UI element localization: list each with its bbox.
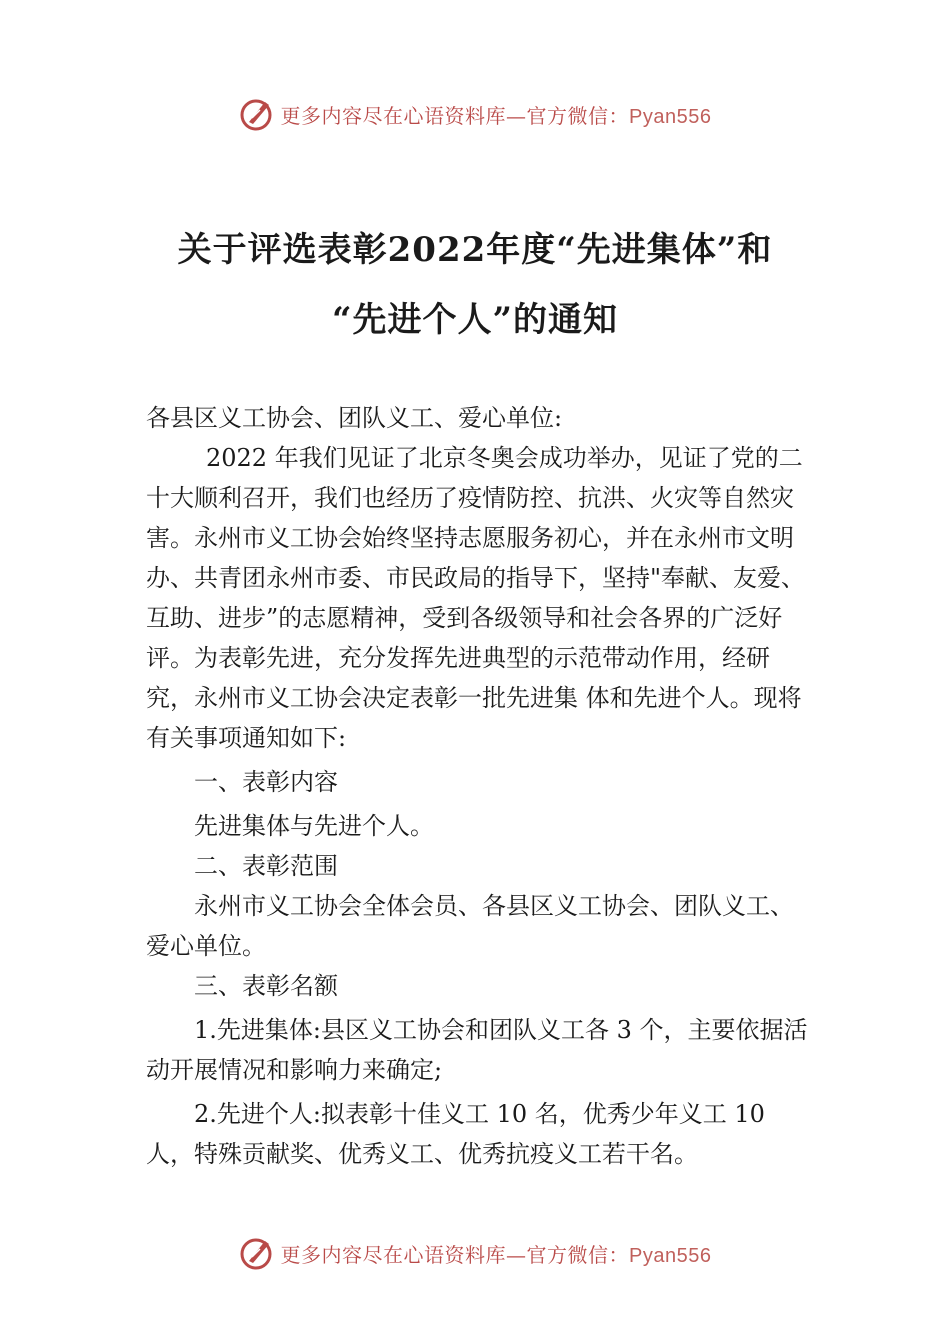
footer-banner-text: 更多内容尽在心语资料库—官方微信：Pyan556 bbox=[280, 1242, 712, 1267]
section-3-item-2: 2.先进个人:拟表彰十佳义工 10 名，优秀少年义工 10 人，特殊贡献奖、优秀义工、优秀抗疫义工若干名。 bbox=[146, 1100, 765, 1168]
intro-paragraph: 2022 年我们见证了北京冬奥会成功举办，见证了党的二十大顺利召开，我们也经历了疫情防控、抗洪、火灾等自然灾害。永州市义工协会始终坚持志愿服务初心，并在永州市文明办、共青团永州市委、市民政局的指导下，坚持"奉献、友爱、互助、进步”的志愿精神，受到各级领导和社会各界的广泛好评。为表彰先进，充分发挥先进典型的示范带动作用，经研究，永州市义工协会决定表彰一批先进集 体和先进个人。现将有关事项通知如下: bbox=[146, 444, 806, 752]
section-2-heading: 二、表彰范围 bbox=[194, 852, 338, 880]
footer-banner bbox=[0, 1233, 950, 1273]
header-banner-text: 更多内容尽在心语资料库—官方微信：Pyan556 bbox=[280, 103, 712, 128]
section-3-heading: 三、表彰名额 bbox=[194, 972, 338, 1000]
section-3-item-1: 1.先进集体:县区义工协会和团队义工各 3 个，主要依据活动开展情况和影响力来确定; bbox=[146, 1016, 808, 1084]
quill-logo-icon bbox=[239, 1235, 275, 1271]
section-1-text: 先进集体与先进个人。 bbox=[194, 812, 434, 840]
document-title-line-1: 关于评选表彰2022年度“先进集体”和 bbox=[177, 230, 773, 270]
header-wechat-id: Pyan556 bbox=[629, 105, 712, 128]
document-body bbox=[146, 398, 812, 1174]
salutation: 各县区义工协会、团队义工、爱心单位: bbox=[146, 404, 563, 432]
section-1-heading: 一、表彰内容 bbox=[194, 768, 338, 796]
footer-wechat-id: Pyan556 bbox=[629, 1244, 712, 1267]
document-title-line-2: “先进个人”的通知 bbox=[331, 300, 619, 340]
header-banner bbox=[0, 94, 950, 134]
quill-logo-icon bbox=[239, 96, 275, 132]
section-2-text: 永州市义工协会全体会员、各县区义工协会、团队义工、爱心单位。 bbox=[146, 892, 794, 960]
